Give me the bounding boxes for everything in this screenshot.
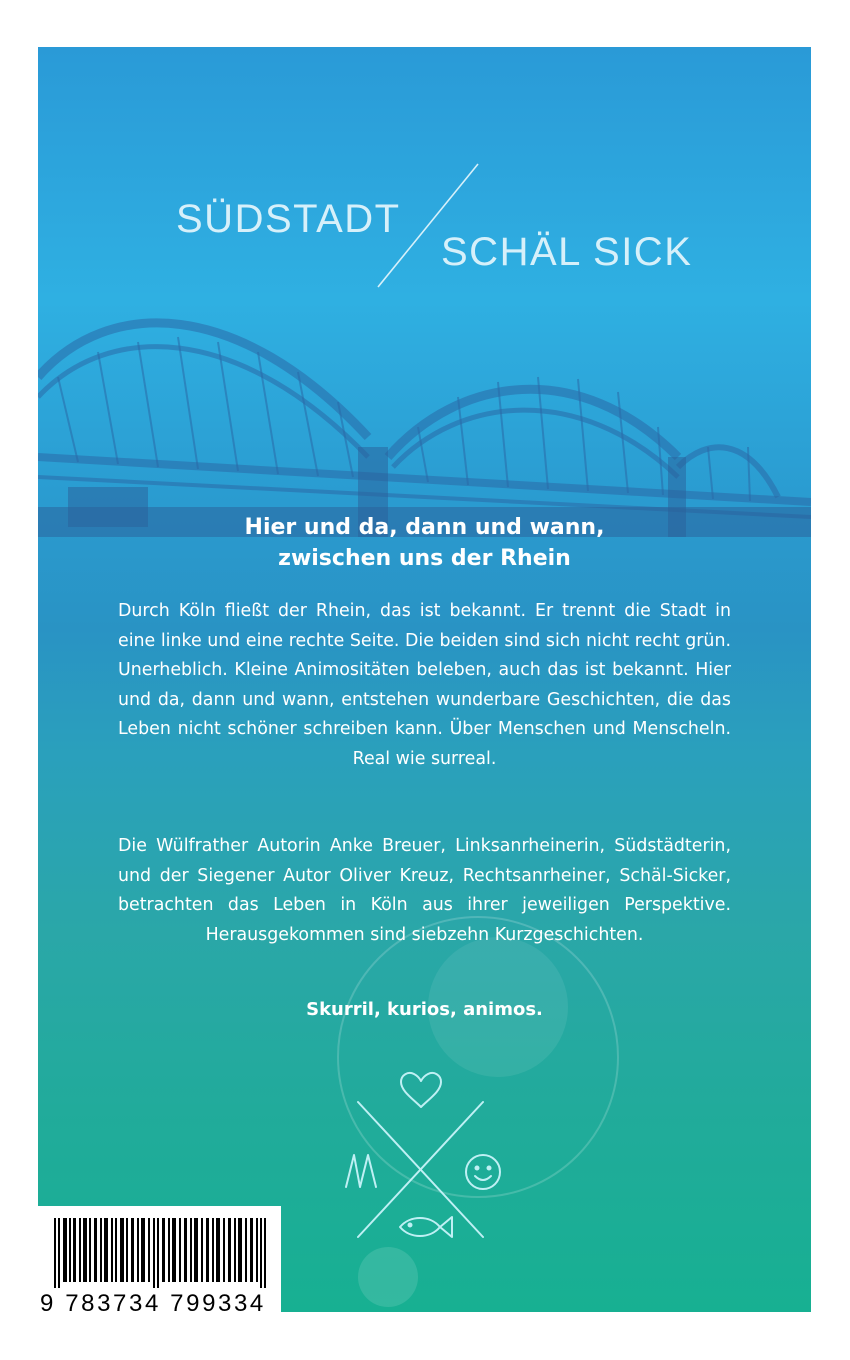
barcode: [54, 1218, 272, 1288]
title-schael-sick: SCHÄL SICK: [441, 230, 693, 274]
title-suedstadt: SÜDSTADT: [176, 197, 401, 241]
description-paragraph-1: Durch Köln fließt der Rhein, das ist bekannt. Er trennt die Stadt in eine linke und eine rechte Seite. Die beiden sind sich nicht recht grün. Unerheblich. Kleine Animositäten beleben, auch das ist bekannt. Hier und da, dann und wann, entstehen wunderbare Geschichten, die das Leben nicht schöner schreiben kann. Über Menschen und Menscheln. Real wie surreal.: [118, 601, 731, 769]
heart-icon: [401, 1073, 441, 1107]
description-paragraph-2: Die Wülfrather Autorin Anke Breuer, Linksanrheinerin, Südstädterin, und der Siegener Autor Oliver Kreuz, Rechtsanrheiner, Schäl-Sicker, betrachten das Leben in Köln aus ihrer jeweiligen Perspektive. Herausgekommen sind siebzehn Kurzgeschichten.: [118, 836, 731, 945]
smiley-icon: [466, 1155, 500, 1189]
emblem-cross: [338, 1047, 518, 1247]
isbn-number: 9 783734 799334: [40, 1290, 266, 1317]
book-back-cover: [38, 47, 811, 1312]
barcode-area: [38, 1206, 281, 1320]
title-slash: [38, 47, 811, 347]
tagline: Skurril, kurios, animos.: [306, 999, 543, 1020]
headline-line-2: zwischen uns der Rhein: [278, 546, 571, 571]
headline-line-1: Hier und da, dann und wann,: [244, 515, 605, 540]
cathedral-icon: [346, 1155, 376, 1187]
headline: [98, 512, 751, 574]
fish-icon: [400, 1217, 452, 1237]
